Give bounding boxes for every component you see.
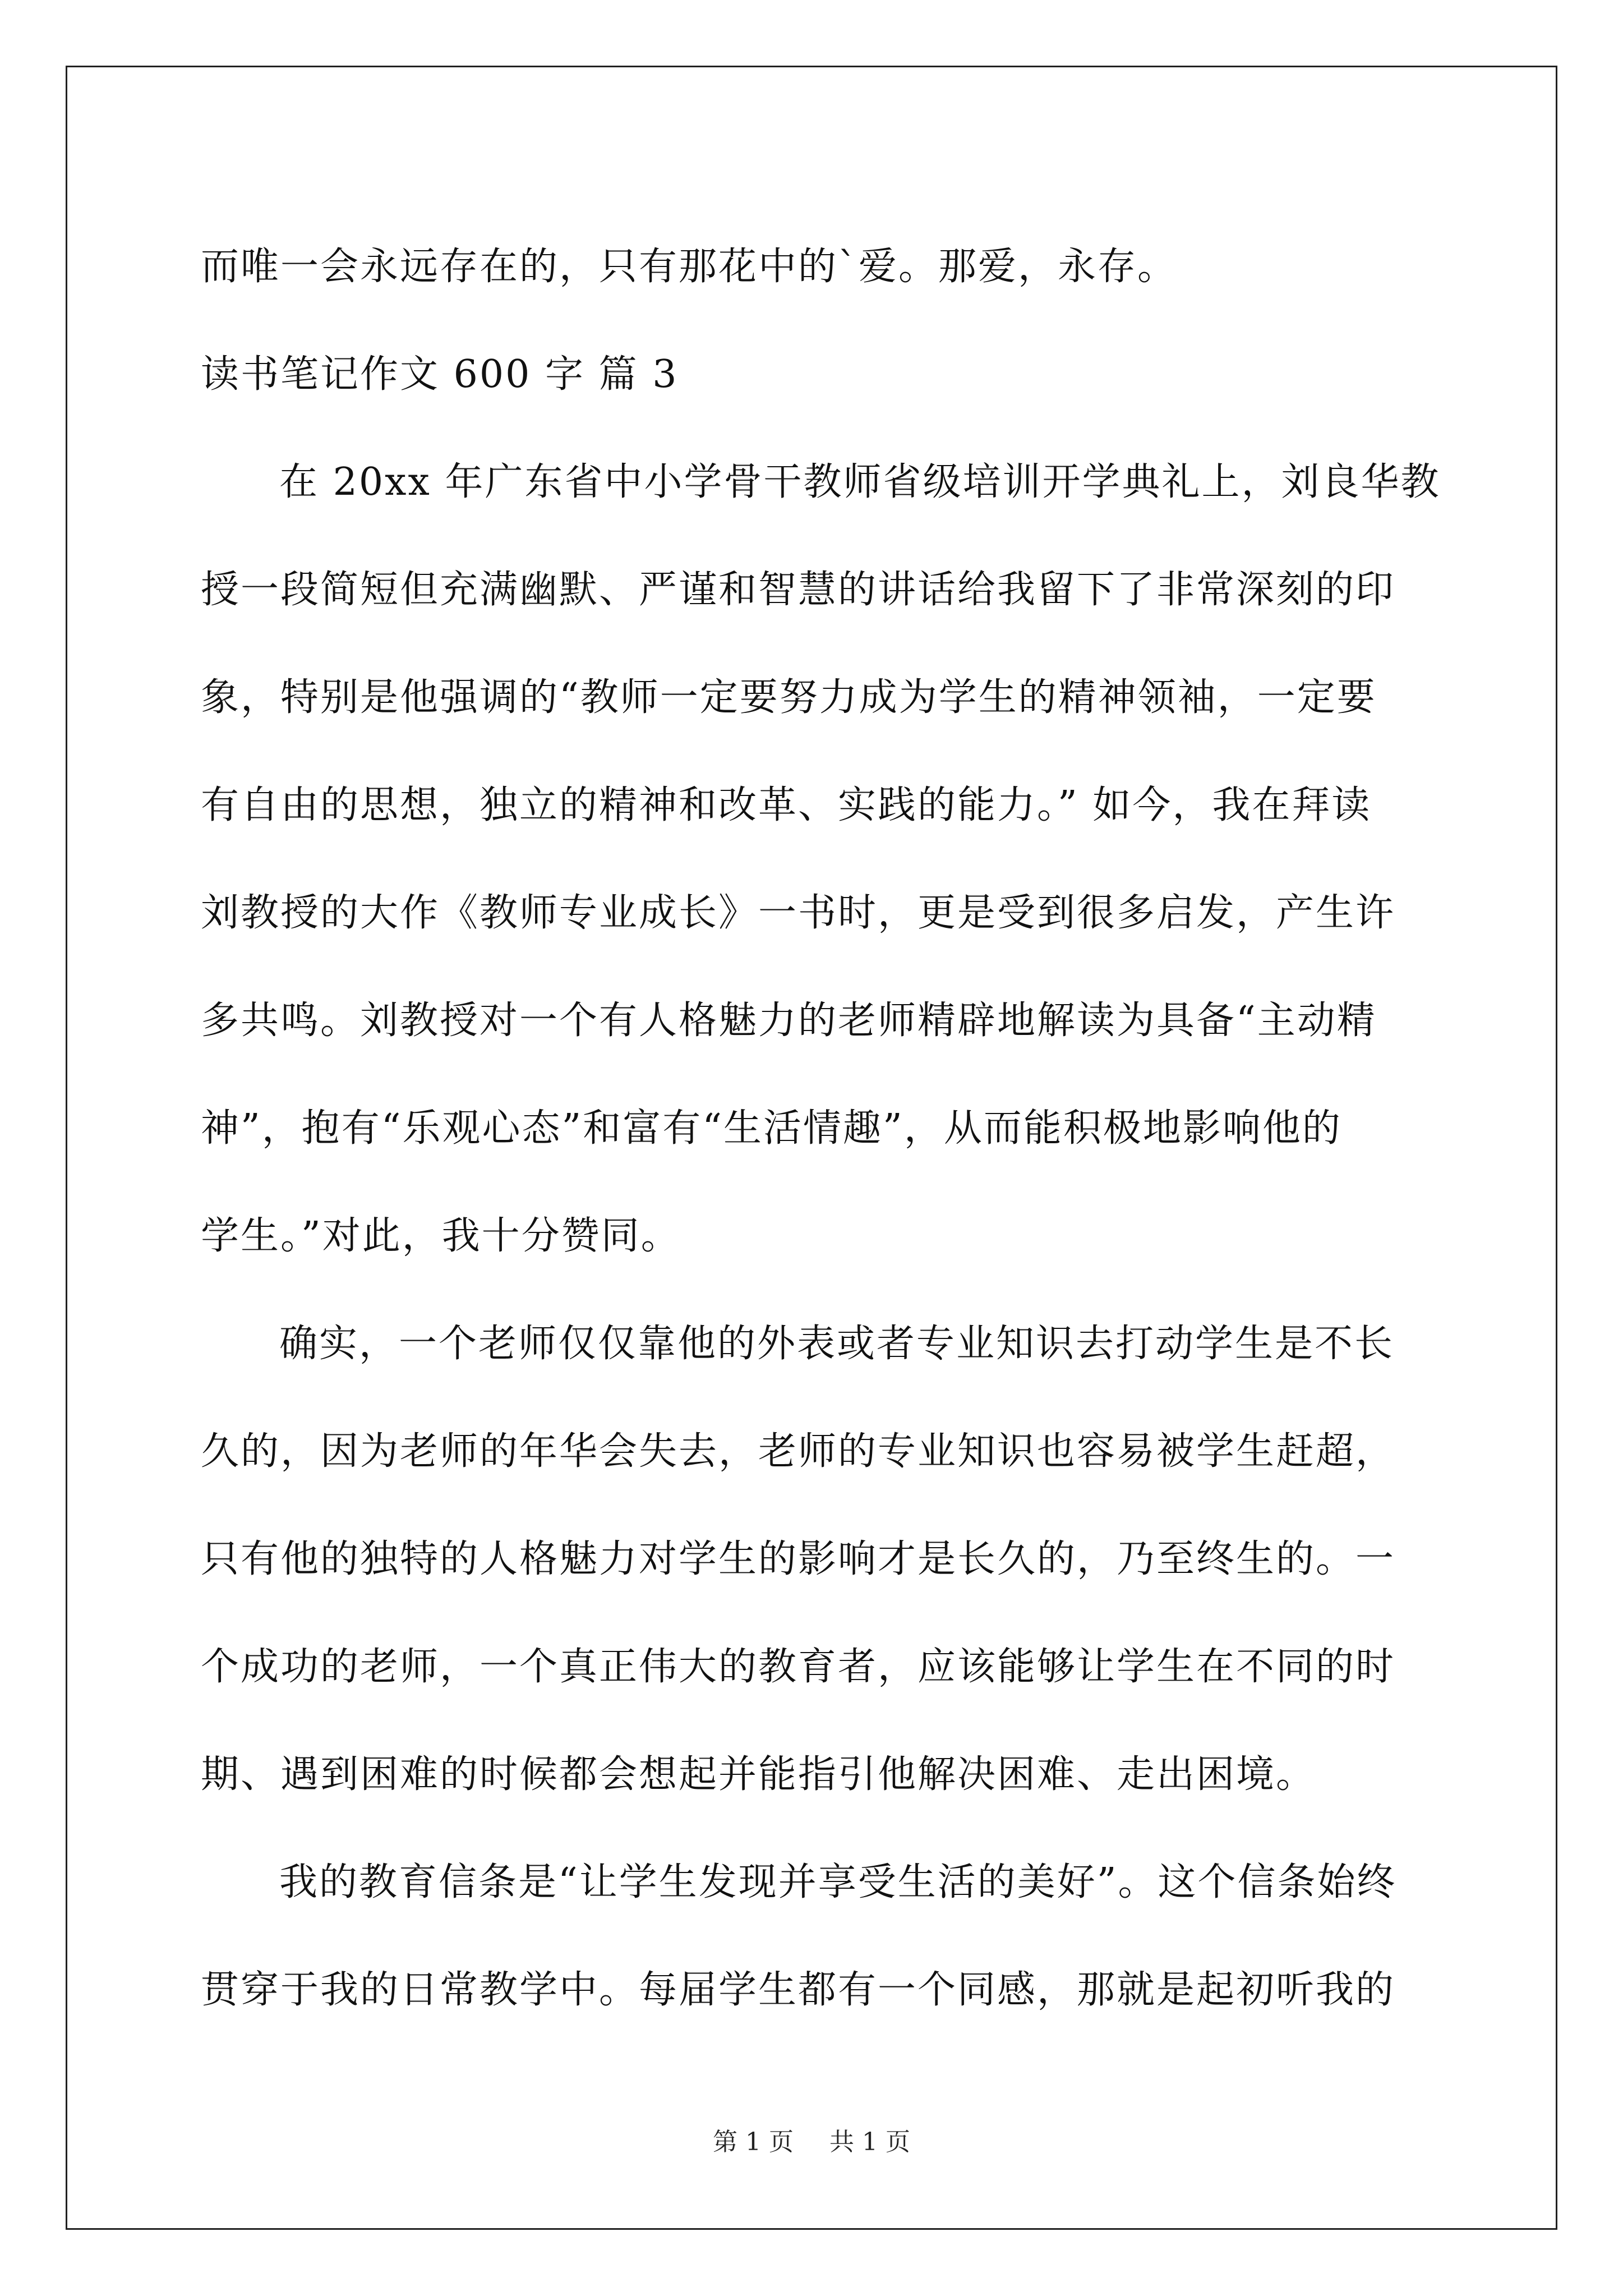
paragraph-line: 多共鸣。刘教授对一个有人格魅力的老师精辟地解读为具备“主动精 xyxy=(201,999,1377,1043)
paragraph-line: 学生。”对此，我十分赞同。 xyxy=(201,1214,681,1258)
paragraph-line: 象，特别是他强调的“教师一定要努力成为学生的精神领袖，一定要 xyxy=(201,675,1377,720)
paragraph-line: 久的，因为老师的年华会失去，老师的专业知识也容易被学生赶超， xyxy=(201,1429,1396,1474)
paragraph-line: 神”，抱有“乐观心态”和富有“生活情趣”，从而能积极地影响他的 xyxy=(201,1106,1342,1151)
paragraph-line: 有自由的思想，独立的精神和改革、实践的能力。” 如今，我在拜读 xyxy=(201,783,1372,827)
document-body xyxy=(201,213,1441,2044)
paragraph-line: 确实，一个老师仅仅靠他的外表或者专业知识去打动学生是不长 xyxy=(279,1322,1395,1366)
text-line: 而唯一会永远存在的，只有那花中的`爱。那爱，永存。 xyxy=(201,245,1178,289)
paragraph-line: 期、遇到困难的时候都会想起并能指引他解决困难、走出困境。 xyxy=(201,1752,1316,1797)
paragraph-line: 在 20xx 年广东省中小学骨干教师省级培训开学典礼上，刘良华教 xyxy=(279,460,1441,504)
page-footer xyxy=(0,2122,1623,2157)
paragraph-line: 我的教育信条是“让学生发现并享受生活的美好”。这个信条始终 xyxy=(279,1860,1397,1904)
page-number-current: 第 1 页 xyxy=(713,2128,794,2156)
page-number-total: 共 1 页 xyxy=(829,2128,910,2156)
paragraph-line: 授一段简短但充满幽默、严谨和智慧的讲话给我留下了非常深刻的印 xyxy=(201,568,1396,612)
paragraph-line: 刘教授的大作《教师专业成长》一书时，更是受到很多启发，产生许 xyxy=(201,891,1396,935)
paragraph-line: 只有他的独特的人格魅力对学生的影响才是长久的，乃至终生的。一 xyxy=(201,1537,1396,1581)
section-heading: 读书笔记作文 600 字 篇 3 xyxy=(201,352,679,397)
paragraph-line: 贯穿于我的日常教学中。每届学生都有一个同感，那就是起初听我的 xyxy=(201,1968,1396,2012)
paragraph-line: 个成功的老师，一个真正伟大的教育者，应该能够让学生在不同的时 xyxy=(201,1645,1396,1689)
